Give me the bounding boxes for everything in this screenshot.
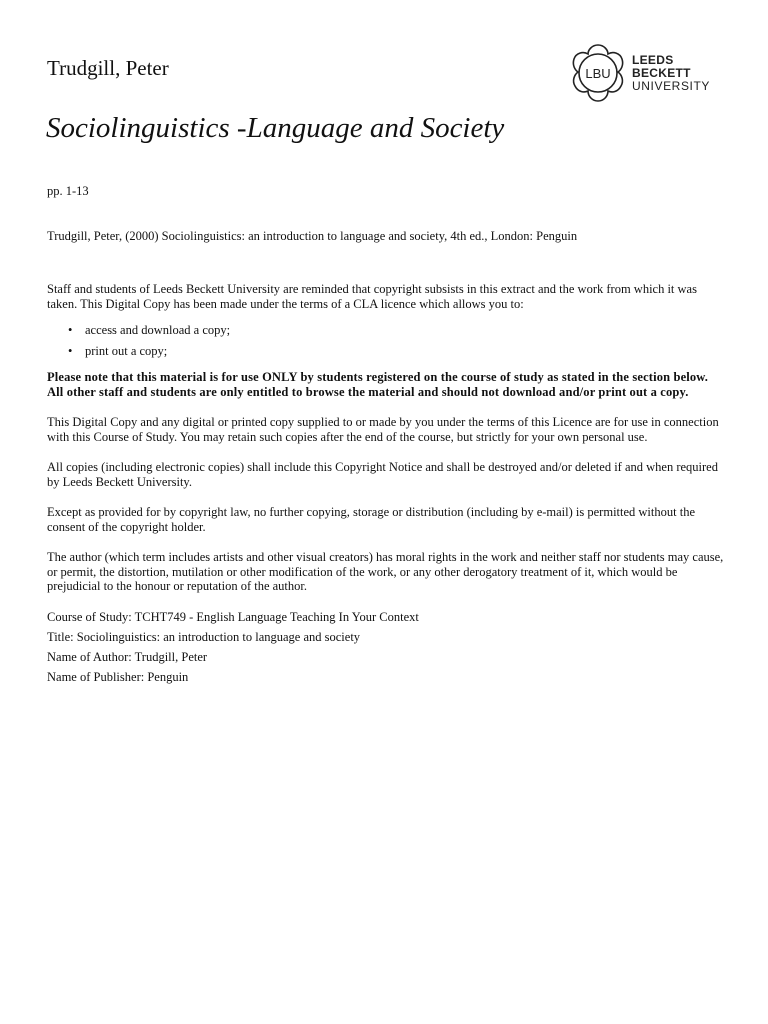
permission-list	[47, 323, 725, 358]
document-title: Sociolinguistics -Language and Society	[46, 112, 505, 144]
paragraph-licence: This Digital Copy and any digital or printed copy supplied to or made by you under the terms of this Licence are for use in connection with this Course of Study. You may retain such copies after the end of the course, but strictly for your own personal use.	[47, 415, 719, 444]
logo-line-3: UNIVERSITY	[632, 79, 711, 93]
bullet-icon: •	[68, 343, 73, 358]
logo-mark-text: LBU	[585, 66, 611, 81]
list-item-text: print out a copy;	[85, 343, 168, 358]
work-title: Title: Sociolinguistics: an introduction to language and society	[47, 629, 361, 644]
list-item-text: access and download a copy;	[85, 323, 231, 337]
rose-emblem-icon	[564, 40, 632, 108]
intro-paragraph: Staff and students of Leeds Beckett University are reminded that copyright subsists in this extract and the work from which it was taken. This Digital Copy has been made under the terms of a CLA licence which allows you to:	[47, 282, 697, 311]
logo-line-1: LEEDS	[632, 53, 674, 67]
copyright-notice	[47, 282, 725, 690]
course-details	[47, 610, 725, 684]
author-of-work: Name of Author: Trudgill, Peter	[47, 649, 208, 664]
author-name: Trudgill, Peter	[47, 56, 169, 80]
logo-wordmark	[632, 54, 710, 93]
course-of-study: Course of Study: TCHT749 - English Language Teaching In Your Context	[47, 609, 419, 624]
citation: Trudgill, Peter, (2000) Sociolinguistics: an introduction to language and society, 4th ed., London: Penguin	[47, 229, 578, 243]
list-item	[68, 323, 725, 338]
university-logo	[564, 40, 729, 108]
bullet-icon: •	[68, 323, 73, 337]
usage-warning: Please note that this material is for use ONLY by students registered on the course of study as stated in the section below. All other staff and students are only entitled to browse the material and should not download and/or print out a copy.	[47, 370, 709, 399]
publisher: Name of Publisher: Penguin	[47, 669, 189, 684]
list-item	[68, 344, 725, 359]
paragraph-moral-rights: The author (which term includes artists and other visual creators) has moral rights in the work and neither staff nor students may cause, or permit, the distortion, mutilation or other modification of the work, or any other derogatory treatment of it, which would be prejudicial to the honour or reputation of the author.	[47, 550, 724, 593]
paragraph-copies: All copies (including electronic copies) shall include this Copyright Notice and shall be destroyed and/or deleted if and when required by Leeds Beckett University.	[47, 460, 718, 489]
paragraph-copying: Except as provided for by copyright law, no further copying, storage or distribution (including by e-mail) is permitted without the consent of the copyright holder.	[47, 505, 695, 534]
logo-line-2: BECKETT	[632, 66, 691, 80]
page-range: pp. 1-13	[47, 184, 89, 198]
